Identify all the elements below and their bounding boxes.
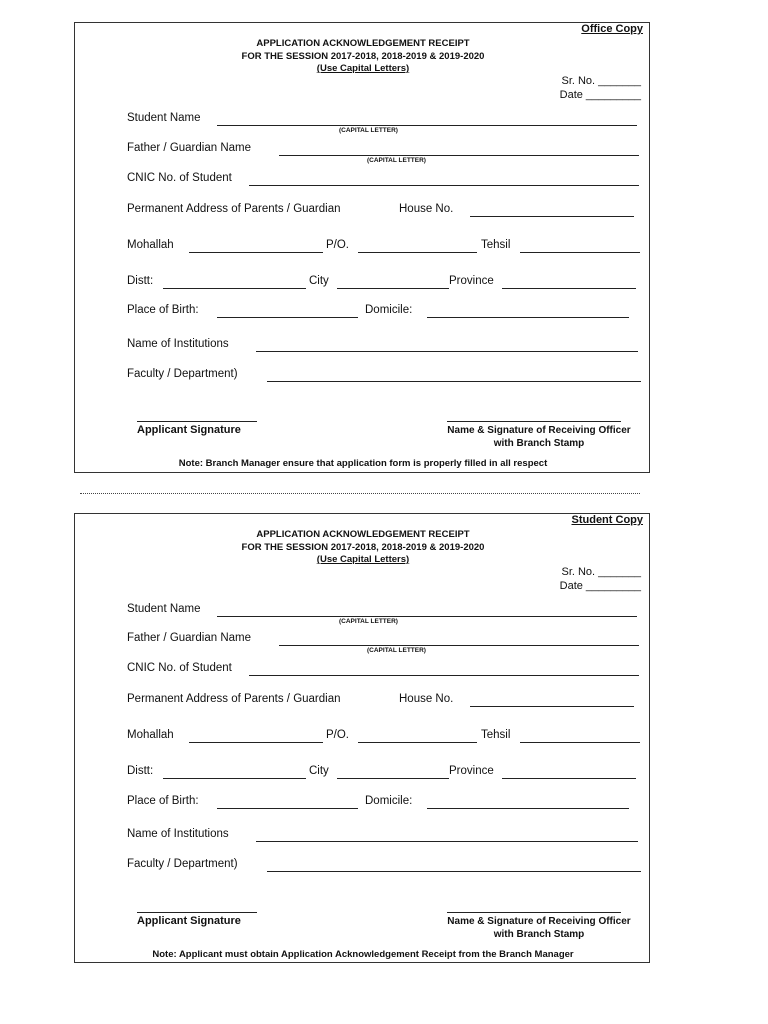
mohallah-input[interactable]: [189, 252, 323, 253]
distt-label: Distt:: [127, 275, 154, 287]
domicile-input[interactable]: [427, 317, 629, 318]
tehsil-label: Tehsil: [481, 239, 511, 251]
father-guardian-input[interactable]: [279, 645, 639, 646]
distt-label: Distt:: [127, 765, 154, 777]
city-label: City: [309, 765, 329, 777]
place-of-birth-label: Place of Birth:: [127, 795, 199, 807]
po-label: P/O.: [326, 239, 350, 251]
capital-letter-hint: (CAPITAL LETTER): [339, 127, 398, 134]
note-text: Note: Branch Manager ensure that application form is properly filled in all respect: [178, 458, 548, 469]
student-name-input[interactable]: [217, 616, 637, 617]
cnic-label: CNIC No. of Student: [127, 172, 232, 184]
sr-no-field[interactable]: Sr. No. _______: [561, 566, 641, 578]
mohallah-label: Mohallah: [127, 239, 174, 251]
institutions-label: Name of Institutions: [127, 828, 229, 840]
tehsil-label: Tehsil: [481, 729, 511, 741]
house-no-input[interactable]: [470, 706, 634, 707]
faculty-label: Faculty / Department): [127, 858, 238, 870]
capital-letter-hint: (CAPITAL LETTER): [339, 618, 398, 625]
place-of-birth-label: Place of Birth:: [127, 304, 199, 316]
father-guardian-label: Father / Guardian Name: [127, 632, 252, 644]
session-title: FOR THE SESSION 2017-2018, 2018-2019 & 2019-2020: [241, 542, 485, 553]
student-name-label: Student Name: [127, 603, 201, 615]
province-label: Province: [449, 275, 494, 287]
place-of-birth-input[interactable]: [217, 317, 358, 318]
applicant-signature-label: Applicant Signature: [137, 424, 241, 436]
capital-letter-hint: (CAPITAL LETTER): [367, 157, 426, 164]
officer-signature-line[interactable]: [447, 912, 621, 913]
officer-signature-label: Name & Signature of Receiving Officer: [447, 425, 631, 436]
house-no-label: House No.: [399, 693, 454, 705]
city-input[interactable]: [337, 778, 449, 779]
note-text: Note: Applicant must obtain Application Acknowledgement Receipt from the Branch Manager: [152, 949, 574, 960]
office-copy-receipt: [74, 22, 650, 473]
city-label: City: [309, 275, 329, 287]
student-name-input[interactable]: [217, 125, 637, 126]
institutions-input[interactable]: [256, 351, 638, 352]
receipt-title: APPLICATION ACKNOWLEDGEMENT RECEIPT: [256, 529, 470, 540]
copy-label: Student Copy: [571, 514, 643, 526]
cut-line-divider: [80, 493, 640, 494]
applicant-signature-line[interactable]: [137, 912, 257, 913]
po-input[interactable]: [358, 742, 477, 743]
po-label: P/O.: [326, 729, 350, 741]
domicile-label: Domicile:: [365, 304, 413, 316]
province-input[interactable]: [502, 778, 636, 779]
institutions-label: Name of Institutions: [127, 338, 229, 350]
house-no-input[interactable]: [470, 216, 634, 217]
session-title: FOR THE SESSION 2017-2018, 2018-2019 & 2019-2020: [241, 51, 485, 62]
po-input[interactable]: [358, 252, 477, 253]
cnic-label: CNIC No. of Student: [127, 662, 232, 674]
domicile-input[interactable]: [427, 808, 629, 809]
mohallah-input[interactable]: [189, 742, 323, 743]
officer-signature-line[interactable]: [447, 421, 621, 422]
officer-signature-label: Name & Signature of Receiving Officer: [447, 916, 631, 927]
province-input[interactable]: [502, 288, 636, 289]
house-no-label: House No.: [399, 203, 454, 215]
distt-input[interactable]: [163, 778, 306, 779]
tehsil-input[interactable]: [520, 742, 640, 743]
permanent-address-label: Permanent Address of Parents / Guardian: [127, 693, 341, 705]
father-guardian-input[interactable]: [279, 155, 639, 156]
mohallah-label: Mohallah: [127, 729, 174, 741]
capital-letters-instruction: (Use Capital Letters): [316, 63, 410, 74]
branch-stamp-label: with Branch Stamp: [493, 438, 585, 449]
date-field[interactable]: Date _________: [559, 580, 641, 592]
receipt-title: APPLICATION ACKNOWLEDGEMENT RECEIPT: [256, 38, 470, 49]
tehsil-input[interactable]: [520, 252, 640, 253]
city-input[interactable]: [337, 288, 449, 289]
faculty-input[interactable]: [267, 871, 641, 872]
applicant-signature-label: Applicant Signature: [137, 915, 241, 927]
distt-input[interactable]: [163, 288, 306, 289]
student-copy-receipt: [74, 513, 650, 963]
place-of-birth-input[interactable]: [217, 808, 358, 809]
date-field[interactable]: Date _________: [559, 89, 641, 101]
cnic-input[interactable]: [249, 675, 639, 676]
province-label: Province: [449, 765, 494, 777]
cnic-input[interactable]: [249, 185, 639, 186]
faculty-label: Faculty / Department): [127, 368, 238, 380]
domicile-label: Domicile:: [365, 795, 413, 807]
capital-letter-hint: (CAPITAL LETTER): [367, 647, 426, 654]
faculty-input[interactable]: [267, 381, 641, 382]
institutions-input[interactable]: [256, 841, 638, 842]
applicant-signature-line[interactable]: [137, 421, 257, 422]
student-name-label: Student Name: [127, 112, 201, 124]
father-guardian-label: Father / Guardian Name: [127, 142, 252, 154]
capital-letters-instruction: (Use Capital Letters): [316, 554, 410, 565]
sr-no-field[interactable]: Sr. No. _______: [561, 75, 641, 87]
branch-stamp-label: with Branch Stamp: [493, 929, 585, 940]
permanent-address-label: Permanent Address of Parents / Guardian: [127, 203, 341, 215]
copy-label: Office Copy: [581, 23, 643, 35]
